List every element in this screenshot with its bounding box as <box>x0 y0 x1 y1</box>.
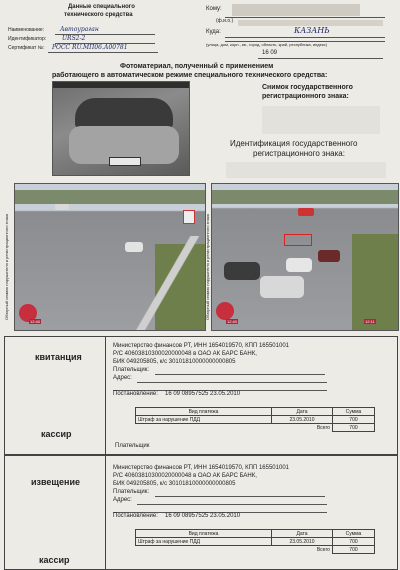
bank-line3: БИК 049205805, к/с 30101810000000000805 <box>113 481 236 487</box>
car-marker <box>125 242 143 252</box>
decree-label: Постановление: <box>113 391 158 397</box>
device-name-label: Наименование: <box>8 27 45 33</box>
photo-time-left: 12:40 <box>30 319 41 324</box>
payer-label: Плательщик: <box>113 489 150 495</box>
col-header-date: Дата <box>272 530 333 538</box>
device-header-line2: технического средства <box>64 12 133 18</box>
device-id-label: Идентификатор: <box>8 36 47 42</box>
payment-table <box>135 407 375 432</box>
device-header-line1: Данные специального <box>68 4 135 10</box>
total-value: 700 <box>332 546 374 554</box>
photo-side-caption-left: Обзорный снимок нарушителя и регистрационного знака <box>4 213 9 320</box>
decree-value: 16 09 08957525 23.05.2010 <box>165 391 241 397</box>
photo-time-right-left: 12:40 <box>227 319 238 324</box>
photo-caption-line1: Фотоматериал, полученный с применением <box>120 63 274 70</box>
address-hint: (улица, дом, корп., кв., город, область, край, республика, индекс) <box>206 42 327 47</box>
cashier-label: кассир <box>39 555 70 565</box>
device-id-value: URS2-2 <box>62 35 86 42</box>
camera-logo <box>216 302 234 320</box>
receipt-izveshchenie <box>4 454 398 570</box>
payment-date: 23.05.2010 <box>272 538 333 546</box>
bank-line2: Р/С 40603810300020000048 в ОАО АК БАРС БАНК, <box>113 351 257 357</box>
payer-signature-label: Плательщик <box>115 443 150 449</box>
road-overview-photo-left <box>14 183 206 331</box>
payer-label: Плательщик: <box>113 367 150 373</box>
photo-caption-line2: работающего в автоматическом режиме специального технического средства: <box>52 72 328 79</box>
address-label: Адрес: <box>113 497 132 503</box>
bank-line3: БИК 049205805, к/с 30101810000000000805 <box>113 359 236 365</box>
col-header-date: Дата <box>272 408 333 416</box>
receipt-title: извещение <box>31 477 80 487</box>
device-name-value: Автоураган <box>60 26 99 33</box>
payment-sum: 700 <box>332 538 374 546</box>
violation-highlight <box>284 234 312 246</box>
payment-sum: 700 <box>332 416 374 424</box>
plate-snapshot-label-line2: регистрационного знака: <box>262 93 349 100</box>
photo-time-right: 12:11 <box>365 319 375 324</box>
bank-line2: Р/С 40603810300020000048 в ОАО АК БАРС БАНК, <box>113 473 257 479</box>
total-label: Всего <box>272 546 333 554</box>
plate-id-area <box>226 162 386 178</box>
car-plate <box>109 157 141 166</box>
bank-line1: Министерство финансов РТ, ИНН 1654019570, КПП 165501001 <box>113 465 289 471</box>
redacted-name <box>232 4 360 16</box>
col-header-sum: Сумма <box>332 530 374 538</box>
white-car <box>260 276 304 298</box>
col-header-sum: Сумма <box>332 408 374 416</box>
doc-number: 16 09 <box>262 50 278 56</box>
cashier-label: кассир <box>41 429 72 439</box>
address-label: Адрес: <box>113 375 132 381</box>
recipient-where-label: Куда: <box>206 29 221 35</box>
car-windshield <box>75 98 173 128</box>
total-value: 700 <box>332 424 374 432</box>
recipient-city: КАЗАНЬ <box>294 26 330 35</box>
payment-table <box>135 529 375 554</box>
payment-type: Штраф за нарушение ПДД <box>136 538 272 546</box>
car-closeup-photo <box>52 81 190 176</box>
recipient-to-label: Кому: <box>206 6 222 12</box>
decree-label: Постановление: <box>113 513 158 519</box>
plate-snapshot-label-line1: Снимок государственного <box>262 84 353 91</box>
col-header-type: Вид платежа <box>136 530 272 538</box>
plate-snapshot-area <box>262 106 380 134</box>
decree-value: 16 09 08957525 23.05.2010 <box>165 513 241 519</box>
plate-id-label-line1: Идентификация государственного <box>230 139 358 148</box>
bank-line1: Министерство финансов РТ, ИНН 1654019570, КПП 165501001 <box>113 343 289 349</box>
payment-type: Штраф за нарушение ПДД <box>136 416 272 424</box>
road-overview-photo-right <box>211 183 399 331</box>
device-cert-value: РОСС RU.МП06.А00781 <box>52 44 128 51</box>
device-cert-label: Сертификат №: <box>8 45 45 51</box>
photo-side-caption-right: Обзорный снимок нарушителя и регистрационного знака <box>205 213 210 320</box>
payment-date: 23.05.2010 <box>272 416 333 424</box>
plate-id-label-line2: регистрационного знака: <box>253 149 345 158</box>
fio-hint: (ф.и.о.) <box>216 18 234 24</box>
total-label: Всего <box>272 424 333 432</box>
receipt-kvitanciya <box>4 336 398 456</box>
receipt-title: квитанция <box>35 352 82 362</box>
col-header-type: Вид платежа <box>136 408 272 416</box>
